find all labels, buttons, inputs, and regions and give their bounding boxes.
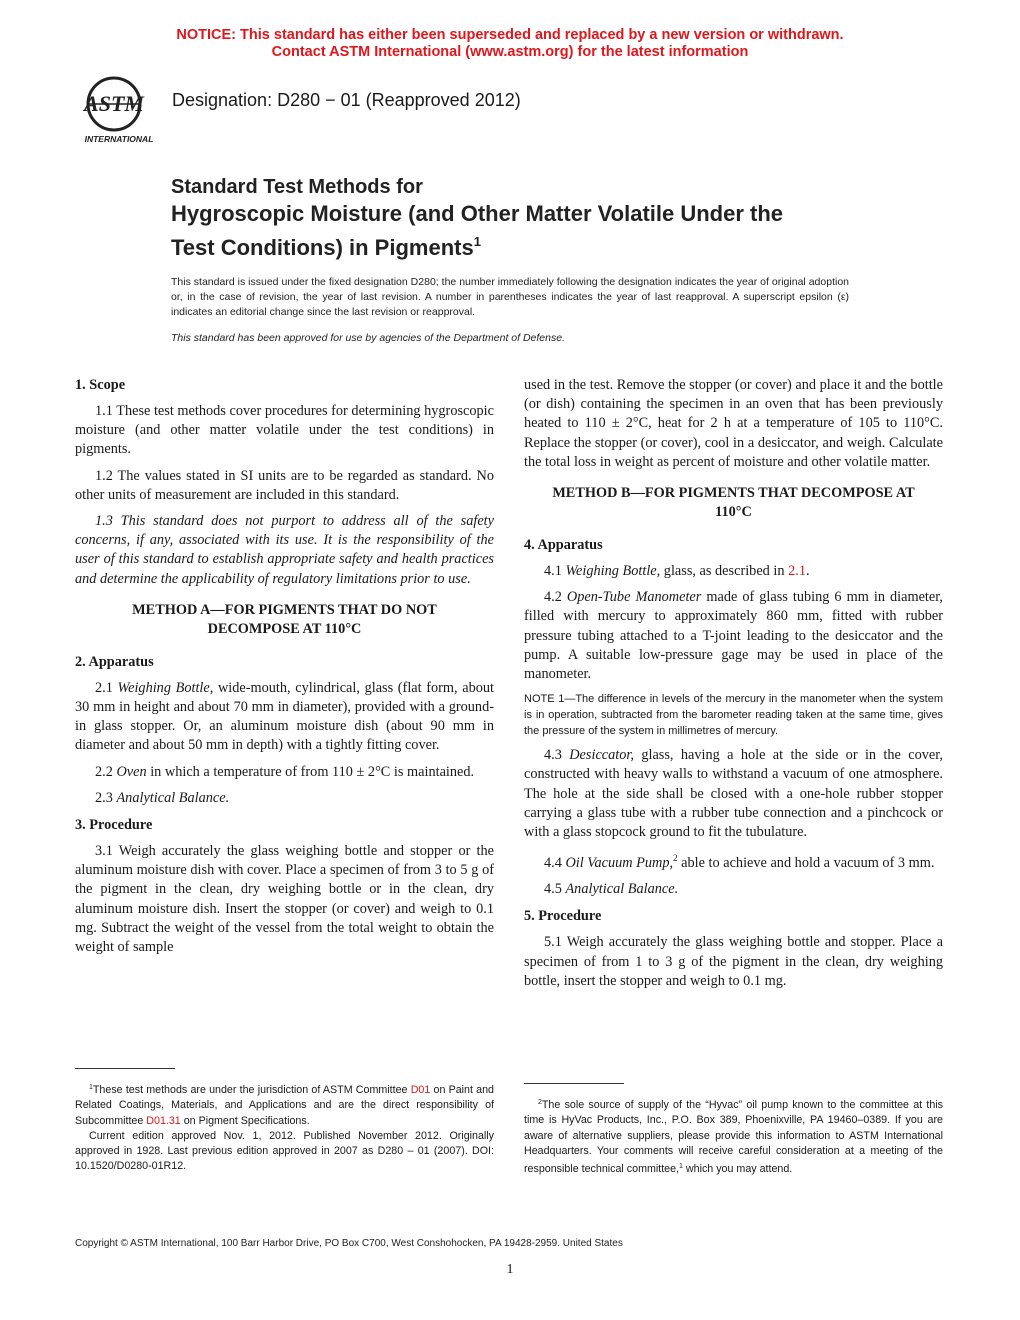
- astm-logo: [74, 74, 164, 146]
- designation: Designation: D280 − 01 (Reapproved 2012): [172, 90, 521, 110]
- notice-line-2: Contact ASTM International (www.astm.org) for the latest information: [271, 44, 749, 60]
- footnote-2-ref[interactable]: 2: [673, 853, 678, 864]
- title-line-3: Test Conditions) in Pigments$^1$: [171, 234, 481, 260]
- footnote-2: $^2$The sole source of supply of the “Hyvac” oil pump known to the committee at this time is HyVac Products, Inc., P.O. Box 389, Phoenixville, PA 19460–0389. If you are aware of alternative suppliers, please provide this information to ASTM International Headquarters. Your comments will receive careful consideration at a meeting of the responsible technical committee,$^1$ which you may attend.: [524, 1099, 943, 1176]
- paragraph-3-1-continued: used in the test. Remove the stopper (or cover) and place it and the bottle (or dish) containing the specimen in an oven that has been previously heated to 110 ± 2°C, heat for 2 h at a temperature of 105 to 110°C. Replace the stopper (or cover), cool in a desiccator, and weigh. Calculate the total loss in weight as percent of moisture and other volatile matter.: [524, 377, 943, 470]
- logo-subtext: INTERNATIONAL: [84, 134, 154, 144]
- paragraph-4-4: 4.4 Oil Vacuum Pump,$^2$ able to achieve and hold a vacuum of 3 mm.: [544, 853, 935, 872]
- note-1: NOTE 1—The difference in levels of the mercury in the manometer when the system is in operation, subtracted from the barometer reading taken at the same time, gives the pressure of the system in millimetres of mercury.: [524, 693, 943, 738]
- paragraph-1-1: 1.1 These test methods cover procedures for determining hygroscopic moisture (and other matter volatile under the test conditions) in pigments.: [75, 403, 494, 458]
- section-heading-apparatus-a: 2. Apparatus: [75, 653, 154, 670]
- title-footnote-ref[interactable]: 1: [473, 234, 481, 249]
- paragraph-3-1: 3.1 Weigh accurately the glass weighing bottle and stopper or the aluminum moisture dish with cover. Place a specimen of from 3 to 5 g of the pigment in the clean, dry weighing bottle or in the clean, dry aluminum moisture dish. Insert the stopper (or cover) and weigh to 0.1 mg. Subtract the weight of the vessel from the total weight to obtain the weight of sample: [75, 843, 494, 956]
- document-title: [171, 174, 871, 262]
- section-heading-procedure-b: 5. Procedure: [524, 908, 602, 925]
- paragraph-1-2: 1.2 The values stated in SI units are to be regarded as standard. No other units of measurement are included in this standard.: [75, 467, 494, 503]
- committee-d01-link[interactable]: D01: [410, 1084, 431, 1096]
- paragraph-4-3: 4.3 Desiccator, glass, having a hole at the side or in the cover, constructed with heavy walls to withstand a vacuum of one atmosphere. The hole at the side shall be closed with a one-hole rubber stopper carrying a glass tube with a rubber tube connection and a pinchcock or with a glass stopcock ground to fit the tubulature.: [524, 747, 943, 841]
- section-heading-apparatus-b: 4. Apparatus: [524, 537, 603, 554]
- paragraph-4-5: 4.5 Analytical Balance.: [544, 881, 679, 898]
- title-line-1: Standard Test Methods for: [171, 176, 423, 198]
- footnote-1: $^1$These test methods are under the jurisdiction of ASTM Committee D01 on Paint and Related Coatings, Materials, and Applications and are the direct responsibility of Subcommittee D01.31 on Pigment Specifications. Current edition approved Nov. 1, 2012. Published November 2012. Originally approved in 1928. Last previous edition approved in 2007 as D280 – 01 (2007). DOI: 10.1520/D0280-01R12.: [75, 1080, 494, 1175]
- paragraph-2-3: 2.3 Analytical Balance.: [95, 789, 230, 806]
- title-line-2: Hygroscopic Moisture (and Other Matter Volatile Under the: [171, 201, 784, 226]
- dod-approval-note: This standard has been approved for use by agencies of the Department of Defense.: [171, 332, 565, 344]
- method-b-heading: METHOD B—FOR PIGMENTS THAT DECOMPOSE AT 110°C: [552, 485, 915, 521]
- subcommittee-d01-31-link[interactable]: D01.31: [146, 1114, 181, 1127]
- paragraph-5-1: 5.1 Weigh accurately the glass weighing bottle and stopper. Place a specimen of from 1 to 3 g of the pigment in the clean, dry weighing bottle, insert the stopper and weigh to 0.1 mg.: [524, 934, 943, 989]
- section-heading-scope: 1. Scope: [75, 377, 126, 393]
- paragraph-2-2: 2.2 Oven in which a temperature of from 110 ± 2°C is maintained.: [95, 763, 475, 780]
- method-a-heading: METHOD A—FOR PIGMENTS THAT DO NOT DECOMPOSE AT 110°C: [132, 601, 437, 637]
- copyright-line: Copyright © ASTM International, 100 Barr Harbor Drive, PO Box C700, West Conshohocken, PA 19428-2959. United States: [75, 1238, 623, 1249]
- footnote-1-edition: Current edition approved Nov. 1, 2012. Published November 2012. Originally approved in 1928. Last previous edition approved in 2007 as D280 – 01 (2007). DOI: 10.1520/D0280-01R12.: [75, 1129, 494, 1173]
- intro-paragraph: This standard is issued under the fixed designation D280; the number immediately following the designation indicates the year of original adoption or, in the case of revision, the year of last revision. A number in parentheses indicates the year of last reapproval. A superscript epsilon (ε) indicates an editorial change since the last revision or reapproval.: [171, 276, 849, 318]
- astm-logo-icon: [74, 74, 164, 146]
- footnote-rule-left: [75, 1068, 175, 1069]
- paragraph-4-2: 4.2 Open-Tube Manometer made of glass tubing 6 mm in diameter, filled with mercury to approximately 860 mm, fitted with rubber pressure tubing attached to a T-joint leading to the desiccator and the pump. A suitable low-pressure gage may be used in place of the manometer.: [524, 589, 944, 683]
- section-heading-procedure-a: 3. Procedure: [75, 817, 153, 834]
- logo-text: ASTM: [84, 91, 144, 116]
- paragraph-4-1: 4.1 Weighing Bottle, glass, as described in 2.1.: [544, 563, 810, 580]
- paragraph-2-1: 2.1 Weighing Bottle, wide-mouth, cylindrical, glass (flat form, about 30 mm in height and about 70 mm in diameter), provided with a ground-in glass stopper. Or, an aluminum moisture dish (about 90 mm in diameter and about 50 mm in depth) with a tightly fitting cover.: [75, 679, 494, 754]
- supersede-notice: [0, 27, 1020, 61]
- paragraph-1-3: 1.3 This standard does not purport to address all of the safety concerns, if any, associated with its use. It is the responsibility of the user of this standard to establish appropriate safety and health practices and determine the applicability of regulatory limitations prior to use.: [75, 513, 494, 587]
- section-2-1-link[interactable]: 2.1: [788, 563, 806, 580]
- left-column: [75, 376, 494, 964]
- footnote-rule-right: [524, 1083, 624, 1084]
- page-number: 1: [506, 1262, 514, 1277]
- notice-line-1: NOTICE: This standard has either been superseded and replaced by a new version or withdrawn.: [176, 27, 844, 43]
- right-column: [524, 376, 943, 998]
